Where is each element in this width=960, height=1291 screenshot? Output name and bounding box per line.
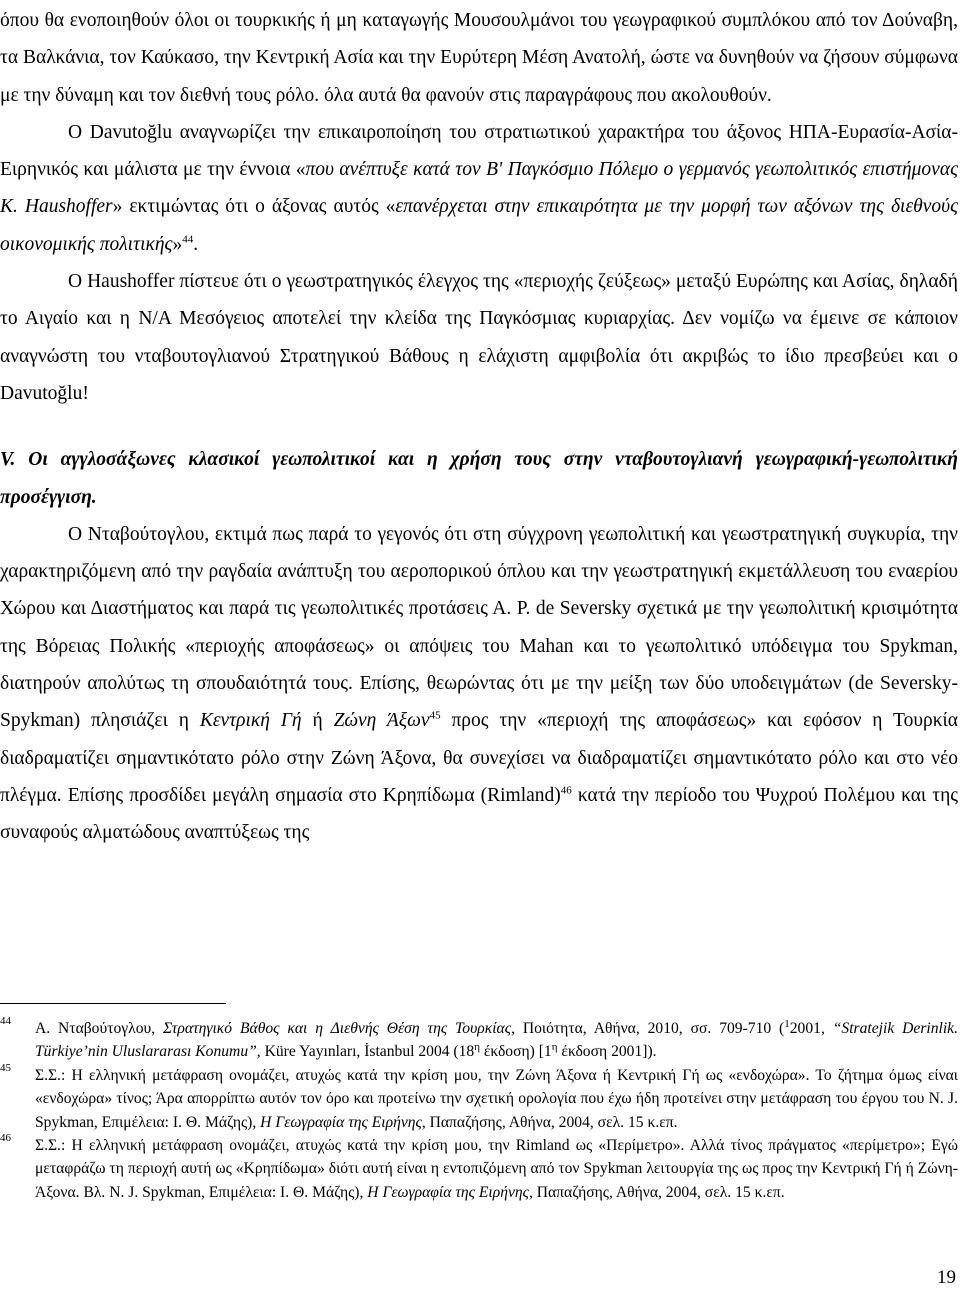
paragraph-continuation: όπου θα ενοποιηθούν όλοι οι τουρκικής ή μη καταγωγής Μουσουλμάνοι του γεωγραφικού συμπλόκου από τον Δούναβη, τα Βαλκάνια, τον Καύκασο, την Κεντρική Ασία και την Ευρύτερη Μέση Ανατολή, ώστε να δυνηθούν να ζήσουν σύμφωνα με την δύναμη και τον διεθνή τους ρόλο. όλα αυτά θα φανούν στις παραγράφους που ακολουθούν. (0, 10, 958, 106)
text-run: , Ποιότητα, Αθήνα, 2010, σσ. 709-710 ( (511, 1020, 785, 1037)
footnote-separator (0, 1003, 226, 1004)
text-run: ή (301, 710, 334, 732)
text-run: » (172, 233, 183, 255)
paragraph-davutoglu-axis (0, 114, 958, 263)
italic-quote: που ανέπτυξε κατά τον Β' Παγκόσμιο Πόλεμο ο γερμανός γεωπολιτικός επιστήμονας Κ. Haushoffer (0, 159, 958, 218)
text-run: , Παπαζήσης, Αθήνα, 2004, σελ. 15 κ.επ. (421, 1113, 678, 1131)
italic-term: Κεντρική Γή (199, 710, 302, 732)
text-run: Α. Νταβούτογλου, (35, 1020, 164, 1037)
italic-quote: επανέρχεται στην επικαιρότητα με την μορφή των αξόνων της διεθνούς οικονομικής πολιτικής (0, 196, 958, 255)
section-heading: V. Οι αγγλοσάξωνες κλασικοί γεωπολιτικοί και η χρήση τους στην νταβουτογλιανή γεωγραφική-γεωπολιτική προσέγγιση. (0, 449, 958, 508)
paragraph-haushoffer: Ο Haushoffer πίστευε ότι ο γεωστρατηγικός έλεγχος της «περιοχής ζεύξεως» μεταξύ Ευρώπης και Ασίας, δηλαδή το Αιγαίο και η Ν/Α Μεσόγειος αποτελεί την κλείδα της Παγκόσμιας κυριαρχίας. Δεν νομίζω να έμεινε σε κάποιον αναγνώστη του νταβουτογλιανού Στρατηγικού Βάθους η ελάχιστη αμφιβολία ότι ακριβώς το ίδιο πρεσβεύει και ο Davutoğlu! (0, 271, 958, 404)
text-run: . (193, 233, 199, 255)
superscript: η (474, 1041, 480, 1054)
body-text (0, 2, 958, 852)
italic-title: Στρατηγικό Βάθος και η Διεθνής Θέση της Τουρκίας (163, 1020, 512, 1037)
page-number: 19 (937, 1267, 956, 1288)
text-run: Σ.Σ.: Η ελληνική μετάφραση ονομάζει, ατυχώς κατά την κρίση μου, την Ζώνη Άξονα ή Κεντρική Γή ως «ενδοχώρα». Το ζήτημα όμως είναι «ενδοχώρα» τίνος; Άρα απορρίπτω αυτόν τον όρο και προτείνω την σχετική ορολογία που έχω ήδη προτείνει στην μετάφραση του έργου του N. J. Spykman, Επιμέλεια: Ι. Θ. Μάζης), (35, 1066, 958, 1131)
footnote-number: 45 (0, 1061, 11, 1074)
text-run: » εκτιμώντας ότι ο άξονας αυτός « (112, 196, 396, 218)
footnote-number: 46 (0, 1132, 11, 1145)
footnote-45 (0, 1061, 958, 1134)
text-run: , Küre Yayınları, İstanbul 2004 (18 (256, 1043, 475, 1061)
footnote-46 (0, 1134, 958, 1204)
text-run: προς την «περιοχή της αποφάσεως» και εφόσον η Τουρκία διαδραματίζει σημαντικότατο ρόλο στην Ζώνη Άξονα, θα συνεχίσει να διαδραματίζει σημαντικότατο ρόλο και στο νέο πλέγμα. Επίσης προσδίδει μεγάλη σημασία στο Κρηπίδωμα (Rimland) (0, 710, 958, 806)
paragraph-davutoglu-classics (0, 516, 958, 852)
text-run: Σ.Σ.: Η ελληνική μετάφραση ονομάζει, ατυχώς κατά την κρίση μου, την Rimland ως «Περίμετρο». Αλλά τίνος πράγματος «περίμετρο»; Εγώ μεταφράζω τη περιοχή αυτή ως «Κρηπίδωμα» διότι αυτή είναι η εντοπιζόμενη από τον Spykman λειτουργία της ως προς την Κεντρική Γή ή Ζώνη-Άξονα. Βλ. N. J. Spykman, Επιμέλεια: Ι. Θ. Μάζης), (35, 1137, 958, 1201)
text-run: Ο Νταβούτογλου, εκτιμά πως παρά το γεγονός ότι στη σύγχρονη γεωπολιτική και γεωστρατηγική συγκυρία, την χαρακτηριζόμενη από την ραγδαία ανάπτυξη του αεροπορικού όπλου και την γεωστρατηγική εκμετάλλευση του εναερίου Χώρου και Διαστήματος και παρά τις γεωπολιτικές προτάσεις Α. Ρ. de Seversky σχετικά με την γεωπολιτική κρισιμότητα της Βόρειας Πολικής «περιοχής αποφάσεως» οι απόψεις του Mahan και το γεωπολιτικό υπόδειγμα του Spykman, διατηρούν απολύτως τη σπουδαιότητά τους. Επίσης, θεωρώντας ότι με την μείξη των δύο υποδειγμάτων (de Seversky-Spykman) πλησιάζει η (0, 523, 958, 732)
footnote-44 (0, 1017, 958, 1064)
footnote-number: 44 (0, 1015, 11, 1027)
footnote-ref-46[interactable]: 46 (560, 784, 572, 797)
italic-term: Ζώνη Άξων (333, 710, 430, 732)
italic-title: Η Γεωγραφία της Ειρήνης (260, 1113, 422, 1131)
superscript: η (551, 1041, 558, 1054)
footnotes (0, 1017, 958, 1204)
footnote-ref-44[interactable]: 44 (182, 233, 194, 246)
footnote-ref-45[interactable]: 45 (429, 709, 441, 722)
text-run: έκδοση 2001]). (557, 1043, 657, 1061)
text-run: έκδοση) [1 (479, 1043, 552, 1061)
italic-title: “Stratejik Derinlik. Türkiye’nin Uluslararası Konumu” (35, 1020, 958, 1061)
italic-title: Η Γεωγραφία της Ειρήνης (367, 1183, 529, 1201)
text-run: 2001, (789, 1020, 833, 1037)
text-run: , Παπαζήσης, Αθήνα, 2004, σελ. 15 κ.επ. (528, 1183, 785, 1201)
text-run: κατά την περίοδο του Ψυχρού Πολέμου και της συναφούς αλματώδους αναπτύξεως της (0, 784, 958, 844)
superscript: 1 (784, 1017, 790, 1030)
text-run: Ο Davutoğlu αναγνωρίζει την επικαιροποίηση του στρατιωτικού χαρακτήρα του άξονος ΗΠΑ-Ευρασία-Ασία-Ειρηνικός και μάλιστα με την έννοια « (0, 121, 958, 181)
